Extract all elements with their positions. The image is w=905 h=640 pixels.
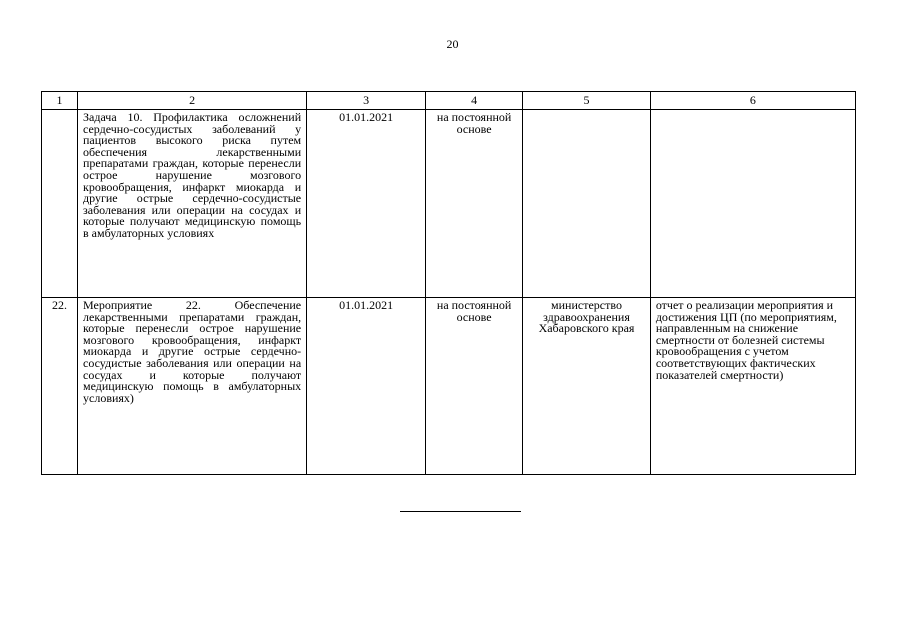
header-cell: 1 [42, 92, 78, 110]
task-text-cell: Задача 10. Профилактика осложнений сердечно-сосудистых заболеваний у пациентов высокого риска путем обеспечения лекарственными препаратами граждан, которые перенесли острое нарушение мозгового кровообращения, инфаркт миокарда и другие острые сердечно-сосудистые заболевания или операции на сосудах и которые получают медицинскую помощь в амбулаторных условиях [78, 110, 307, 298]
row-number-cell: 22. [42, 298, 78, 475]
header-cell: 6 [650, 92, 855, 110]
header-cell: 4 [426, 92, 523, 110]
measure-text-cell: Мероприятие 22. Обеспечение лекарственными препаратами граждан, которые перенесли острое нарушение мозгового кровообращения, инфаркт миокарда и другие острые сердечно-сосудистые заболевания или операции на сосудах и которые получают медицинскую помощь в амбулаторных условиях) [78, 298, 307, 475]
date-cell: 01.01.2021 [307, 298, 426, 475]
header-cell: 3 [307, 92, 426, 110]
row-number-cell [42, 110, 78, 298]
measures-table [41, 91, 856, 475]
result-cell: отчет о реализации мероприятия и достижения ЦП (по мероприятиям, направленным на снижение смертности от болезней системы кровообращения с учетом соответствующих фактических показателей смертности) [650, 298, 855, 475]
page-number: 20 [446, 37, 459, 51]
period-cell: на постоянной основе [426, 298, 523, 475]
header-cell: 5 [523, 92, 651, 110]
header-cell: 2 [78, 92, 307, 110]
table-row [42, 110, 856, 298]
executor-cell: министерство здравоохранения Хабаровского края [523, 298, 651, 475]
date-cell: 01.01.2021 [307, 110, 426, 298]
end-divider [400, 511, 521, 512]
result-cell [650, 110, 855, 298]
executor-cell [523, 110, 651, 298]
period-cell: на постоянной основе [426, 110, 523, 298]
header-row [42, 92, 856, 110]
table-row [42, 298, 856, 475]
